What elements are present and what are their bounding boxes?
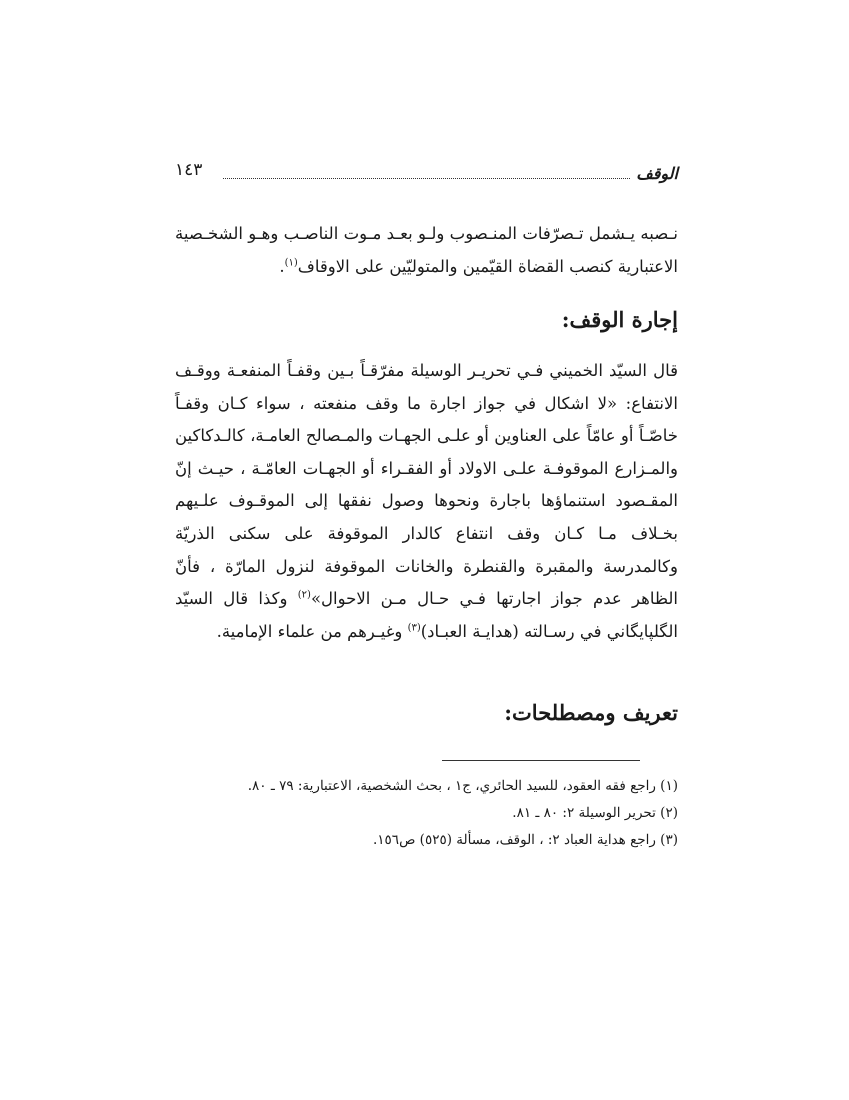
paragraph-2-part-c: وغيـرهم من علماء الإمامية. [216, 621, 408, 641]
header-dot-leader [223, 178, 630, 179]
paragraph-1-end: . [279, 256, 285, 276]
footnote-2: (٢) تحرير الوسيلة ٢: ٨٠ ـ ٨١. [512, 805, 678, 821]
footnote-ref-1[interactable]: (١) [284, 257, 298, 269]
section-heading-waqf-lease: إجارة الوقف: [561, 307, 678, 332]
paragraph-1-text: نـصبه يـشمل تـصرّفات المنـصوب ولـو بعـد مـوت الناصـب وهـو الشخـصية الاعتبارية كنصب القضاة القيّمين والمتوليّين على الاوقاف [175, 224, 678, 276]
running-header [175, 158, 678, 188]
paragraph-2-part-a: قال السيّد الخميني فـي تحريـر الوسيلة مفرّقـاً بـين وقفـاً المنفعـة ووقـف الانتفاع: «لا اشكال في جواز اجارة ما وقف منفعته ، سواء كـان وقفـاً خاصّـاً أو عامّاً على العناوين أو علـى الجهـات والمـصالح العامـة، كالـدكاكين والمـزارع الموقوفـة علـى الاولاد أو الفقـراء أو الجهـات العامّـة ، حيـث إنّ المقـصود استنماؤها باجارة ونحوها وصول نفقها إلى الموقـوف علـيهم بخـلاف مـا كـان وقف انتفاع كالدار الموقوفة على سكنى الذريّة وكالمدرسة والمقبرة والقنطرة والخانات الموقوفة لنزول المارّة ، فأنّ الظاهر عدم جواز اجارتها فـي حـال مـن الاحوال» [175, 361, 678, 609]
footnotes [175, 773, 678, 854]
paragraph-2-part-b: وكذا قال السيّد الگلپايگاني في رسـالته (هدايـة العبـاد) [175, 589, 678, 641]
footnote-ref-3[interactable]: (٣) [407, 622, 421, 634]
footnote-3: (٣) راجع هداية العباد ٢: ، الوقف، مسألة (٥٢٥) ص١٥٦. [373, 832, 678, 848]
section-heading-definitions: تعريف ومصطلحات: [504, 700, 678, 725]
footnote-separator [442, 760, 640, 761]
page-number: ١٤٣ [175, 160, 203, 180]
footnote-1: (١) راجع فقه العقود، للسيد الحائري، ج١ ، بحث الشخصية، الاعتبارية: ٧٩ ـ ٨٠. [247, 778, 678, 794]
paragraph-continuation [175, 218, 678, 283]
paragraph-waqf-lease [175, 355, 678, 648]
header-title: الوقف [636, 164, 678, 183]
footnote-ref-2[interactable]: (٢) [297, 589, 311, 601]
